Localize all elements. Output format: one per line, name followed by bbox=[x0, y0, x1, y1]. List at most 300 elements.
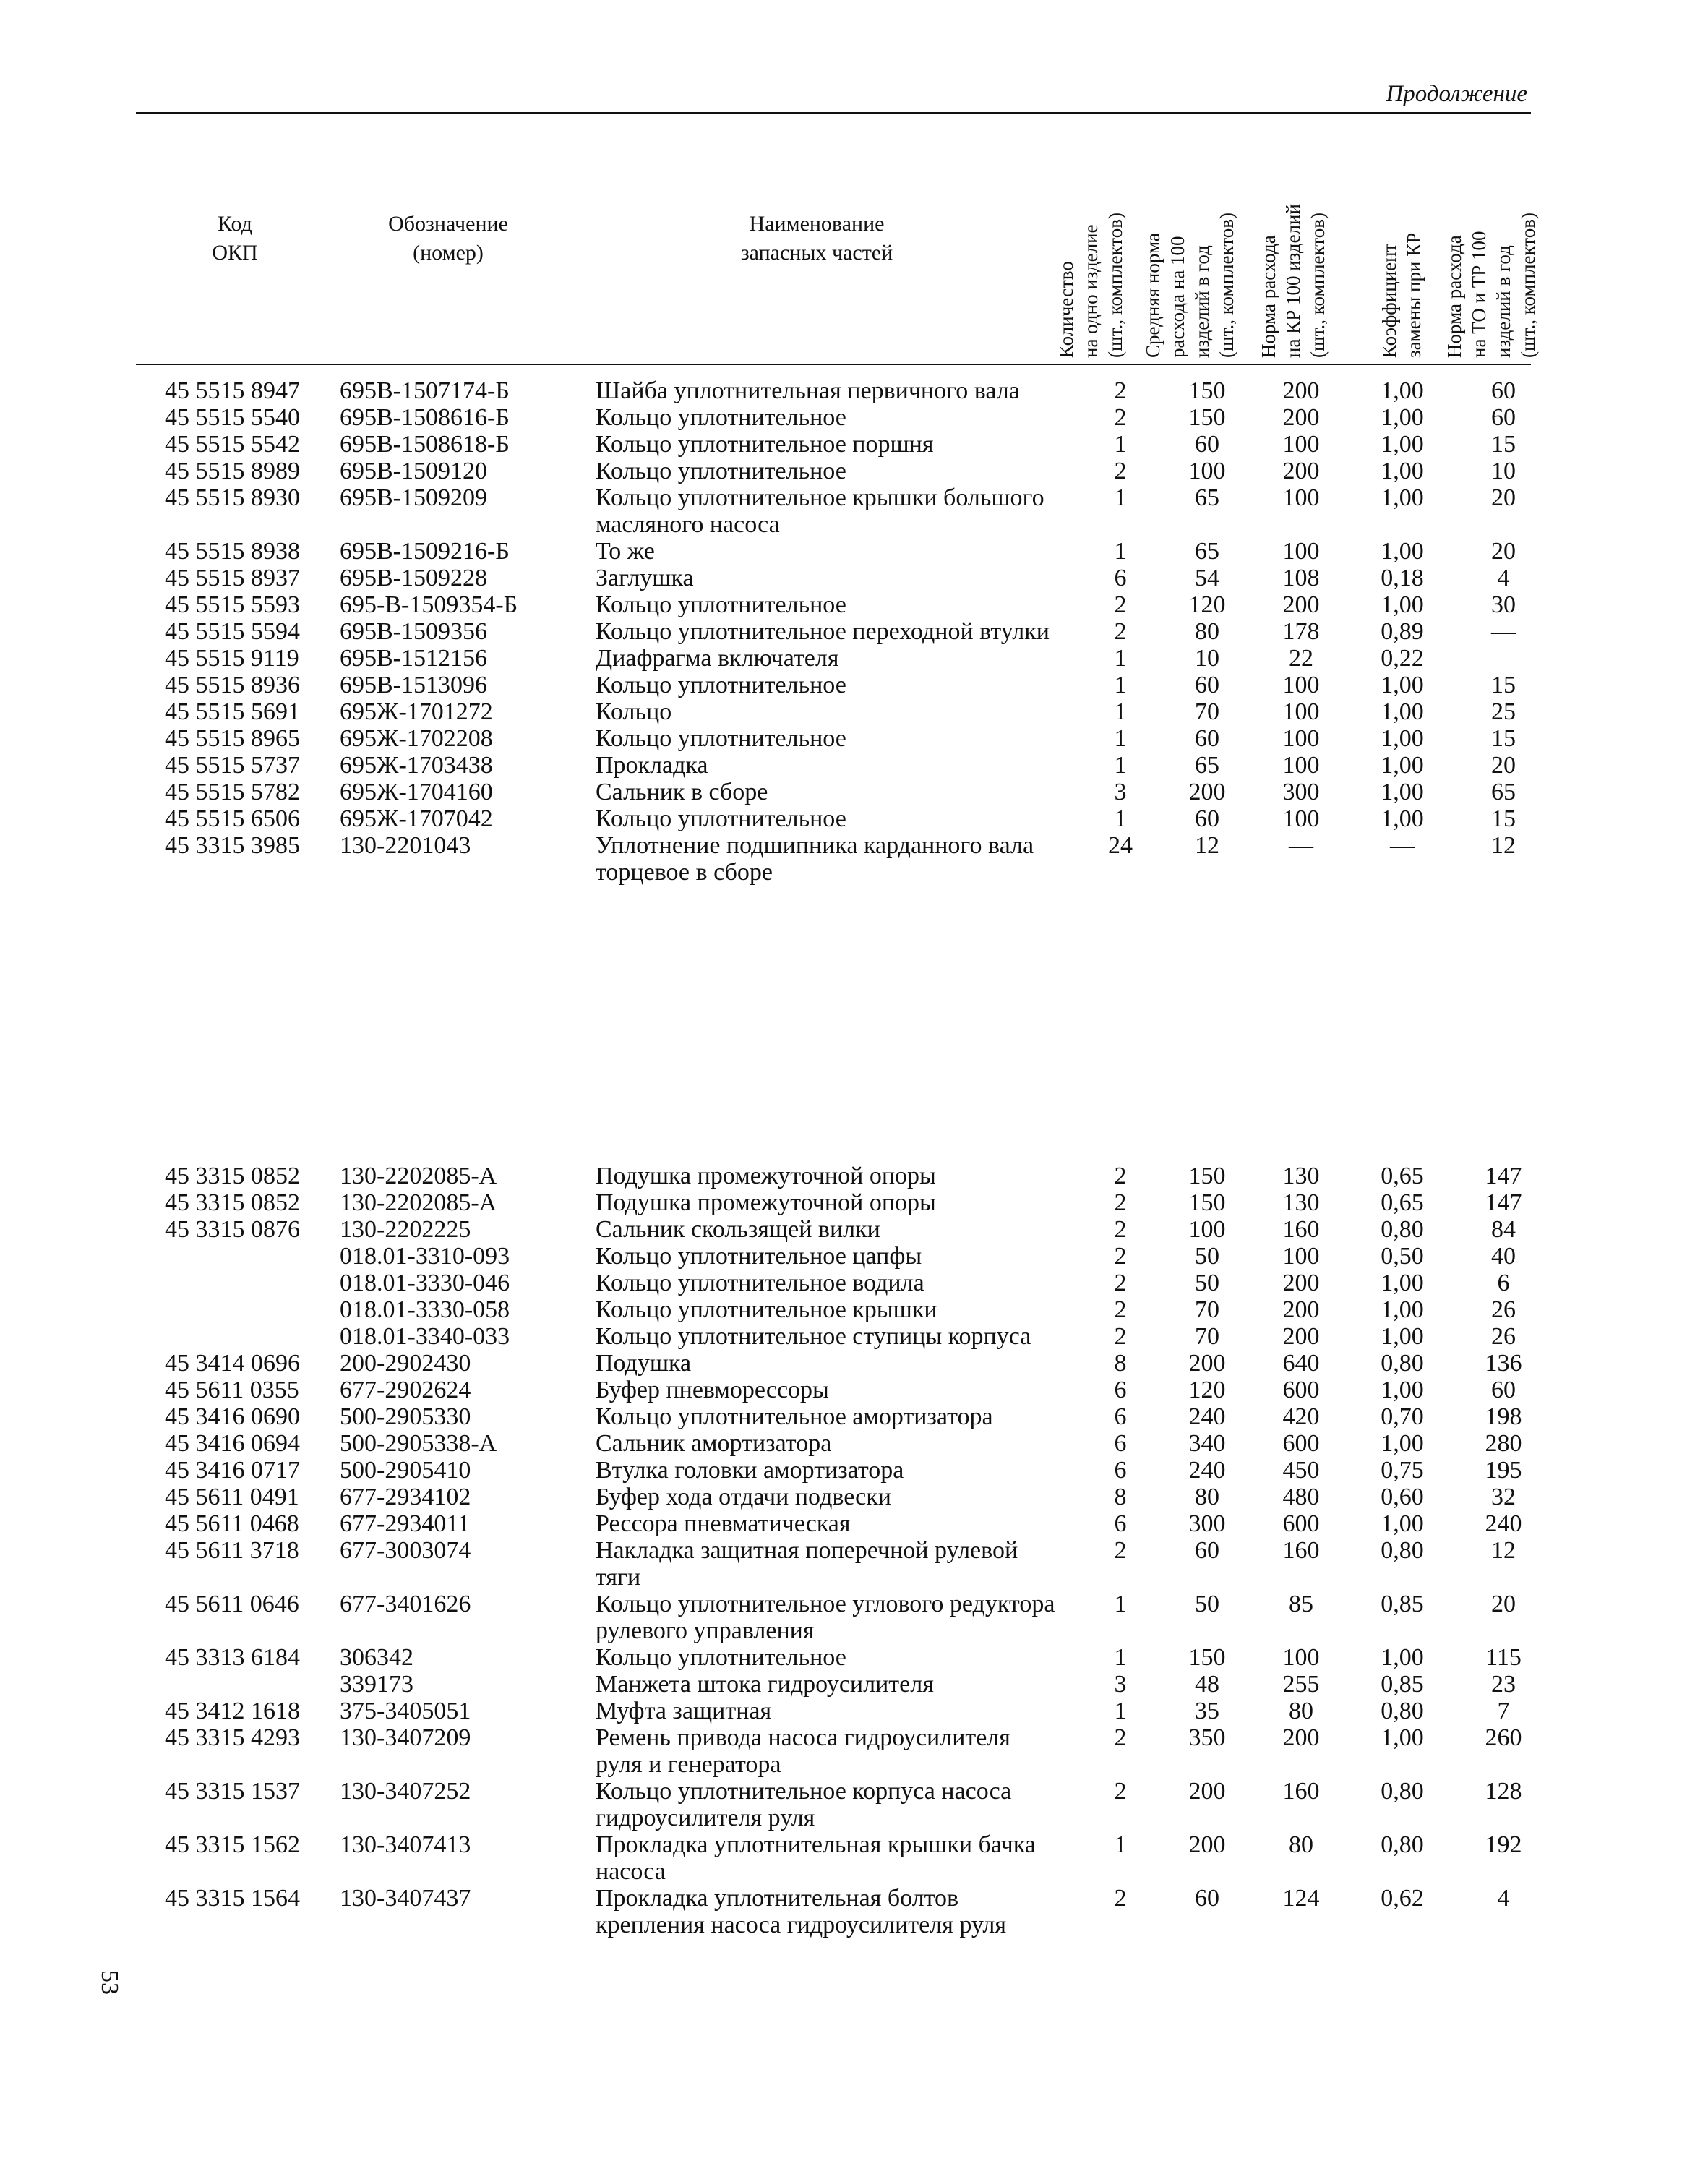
kr-norm: 480 bbox=[1282, 1484, 1320, 1510]
replacement-coef: 1,00 bbox=[1381, 484, 1424, 511]
kr-norm: 130 bbox=[1282, 1163, 1320, 1189]
avg-norm: 48 bbox=[1195, 1671, 1219, 1698]
header-tr-norm-line-2: на ТО и ТР 100 bbox=[1468, 231, 1490, 358]
qty-per-unit: 6 bbox=[1114, 1457, 1127, 1484]
okp-code: 45 5515 8930 bbox=[165, 484, 300, 511]
designation: 695В-1509209 bbox=[340, 484, 487, 511]
kr-norm: 200 bbox=[1282, 404, 1320, 431]
avg-norm: 50 bbox=[1195, 1270, 1219, 1296]
replacement-coef: 0,75 bbox=[1381, 1457, 1424, 1484]
header-tr-norm-line-3: изделий в год bbox=[1493, 245, 1514, 358]
designation: 677-3003074 bbox=[340, 1537, 471, 1564]
avg-norm: 35 bbox=[1195, 1698, 1219, 1724]
tr-norm: 60 bbox=[1491, 1377, 1516, 1403]
replacement-coef: 1,00 bbox=[1381, 672, 1424, 698]
okp-code: 45 3412 1618 bbox=[165, 1698, 300, 1724]
avg-norm: 50 bbox=[1195, 1591, 1219, 1617]
replacement-coef: 0,22 bbox=[1381, 645, 1424, 672]
tr-norm: 65 bbox=[1491, 779, 1516, 805]
avg-norm: 200 bbox=[1188, 779, 1226, 805]
table-row bbox=[0, 1189, 1708, 1216]
avg-norm: 10 bbox=[1195, 645, 1219, 672]
header-avg-norm-line-2: расхода на 100 bbox=[1167, 236, 1188, 358]
designation: 130-3407252 bbox=[340, 1778, 471, 1805]
kr-norm: 130 bbox=[1282, 1189, 1320, 1216]
kr-norm: 200 bbox=[1282, 377, 1320, 404]
avg-norm: 150 bbox=[1188, 1189, 1226, 1216]
kr-norm: 100 bbox=[1282, 698, 1320, 725]
table-row bbox=[0, 725, 1708, 752]
tr-norm: 15 bbox=[1491, 725, 1516, 752]
replacement-coef: 0,80 bbox=[1381, 1831, 1424, 1858]
tr-norm: 26 bbox=[1491, 1323, 1516, 1350]
kr-norm: 100 bbox=[1282, 672, 1320, 698]
kr-norm: 178 bbox=[1282, 618, 1320, 645]
replacement-coef: 1,00 bbox=[1381, 752, 1424, 779]
replacement-coef: 1,00 bbox=[1381, 725, 1424, 752]
tr-norm: 115 bbox=[1485, 1644, 1522, 1671]
designation: 130-2202085-А bbox=[340, 1163, 497, 1189]
kr-norm: 100 bbox=[1282, 1644, 1320, 1671]
kr-norm: 450 bbox=[1282, 1457, 1320, 1484]
replacement-coef: 0,62 bbox=[1381, 1885, 1424, 1912]
qty-per-unit: 2 bbox=[1114, 1270, 1127, 1296]
tr-norm: 20 bbox=[1491, 1591, 1516, 1617]
part-name: Сальник амортизатора bbox=[596, 1430, 832, 1457]
qty-per-unit: 2 bbox=[1114, 1778, 1127, 1805]
avg-norm: 200 bbox=[1188, 1831, 1226, 1858]
tr-norm: 60 bbox=[1491, 404, 1516, 431]
table-bottom-section bbox=[0, 1163, 1708, 1938]
table-row bbox=[0, 1644, 1708, 1671]
header-designation bbox=[340, 210, 557, 268]
designation: 695В-1507174-Б bbox=[340, 377, 510, 404]
part-name: Прокладка уплотнительная крышки бачка насоса bbox=[596, 1831, 1036, 1885]
tr-norm: 15 bbox=[1491, 805, 1516, 832]
header-okp-line-2: ОКП bbox=[212, 241, 258, 265]
avg-norm: 70 bbox=[1195, 1296, 1219, 1323]
tr-norm: 32 bbox=[1491, 1484, 1516, 1510]
okp-code: 45 5515 8947 bbox=[165, 377, 300, 404]
qty-per-unit: 1 bbox=[1114, 645, 1127, 672]
table-row bbox=[0, 698, 1708, 725]
qty-per-unit: 24 bbox=[1108, 832, 1133, 859]
kr-norm: 85 bbox=[1289, 1591, 1313, 1617]
part-name: Накладка защитная поперечной рулевой тяги bbox=[596, 1537, 1018, 1591]
tr-norm: 40 bbox=[1491, 1243, 1516, 1270]
part-name: Манжета штока гидроусилителя bbox=[596, 1671, 934, 1698]
designation: 130-2201043 bbox=[340, 832, 471, 859]
header-coef bbox=[1377, 127, 1425, 358]
designation: 018.01-3340-033 bbox=[340, 1323, 510, 1350]
kr-norm: 200 bbox=[1282, 591, 1320, 618]
avg-norm: 300 bbox=[1188, 1510, 1226, 1537]
replacement-coef: 0,80 bbox=[1381, 1698, 1424, 1724]
tr-norm: 15 bbox=[1491, 672, 1516, 698]
avg-norm: 120 bbox=[1188, 1377, 1226, 1403]
part-name: Сальник в сборе bbox=[596, 779, 768, 805]
okp-code: 45 5515 5542 bbox=[165, 431, 300, 458]
designation: 130-2202085-А bbox=[340, 1189, 497, 1216]
designation: 695Ж-1707042 bbox=[340, 805, 493, 832]
avg-norm: 150 bbox=[1188, 377, 1226, 404]
designation: 695Ж-1704160 bbox=[340, 779, 493, 805]
kr-norm: 108 bbox=[1282, 565, 1320, 591]
replacement-coef: 0,80 bbox=[1381, 1216, 1424, 1243]
okp-code: 45 5515 8938 bbox=[165, 538, 300, 565]
qty-per-unit: 2 bbox=[1114, 1724, 1127, 1751]
table-row bbox=[0, 1831, 1708, 1885]
tr-norm: 195 bbox=[1485, 1457, 1522, 1484]
table-row bbox=[0, 1591, 1708, 1644]
part-name: Шайба уплотнительная первичного вала bbox=[596, 377, 1020, 404]
qty-per-unit: 1 bbox=[1114, 805, 1127, 832]
qty-per-unit: 2 bbox=[1114, 1189, 1127, 1216]
table-row bbox=[0, 1724, 1708, 1778]
avg-norm: 65 bbox=[1195, 484, 1219, 511]
part-name: Кольцо уплотнительное корпуса насоса гидроусилителя руля bbox=[596, 1778, 1012, 1831]
part-name: Подушка bbox=[596, 1350, 692, 1377]
replacement-coef: 1,00 bbox=[1381, 779, 1424, 805]
tr-norm: 20 bbox=[1491, 752, 1516, 779]
qty-per-unit: 1 bbox=[1114, 431, 1127, 458]
kr-norm: 420 bbox=[1282, 1403, 1320, 1430]
header-kr-norm bbox=[1256, 127, 1329, 358]
kr-norm: — bbox=[1289, 832, 1313, 859]
okp-code: 45 5515 8937 bbox=[165, 565, 300, 591]
tr-norm: 26 bbox=[1491, 1296, 1516, 1323]
header-qty-line-1: Количество bbox=[1055, 261, 1077, 358]
kr-norm: 100 bbox=[1282, 805, 1320, 832]
designation: 375-3405051 bbox=[340, 1698, 471, 1724]
part-name: Кольцо уплотнительное bbox=[596, 591, 846, 618]
table-row bbox=[0, 1457, 1708, 1484]
header-tr-norm bbox=[1442, 127, 1539, 358]
table-row bbox=[0, 404, 1708, 431]
part-name: Ремень привода насоса гидроусилителя руля и генератора bbox=[596, 1724, 1010, 1778]
kr-norm: 160 bbox=[1282, 1216, 1320, 1243]
avg-norm: 100 bbox=[1188, 1216, 1226, 1243]
replacement-coef: 1,00 bbox=[1381, 1644, 1424, 1671]
kr-norm: 200 bbox=[1282, 458, 1320, 484]
designation: 695Ж-1703438 bbox=[340, 752, 493, 779]
tr-norm: 260 bbox=[1485, 1724, 1522, 1751]
part-name: Кольцо уплотнительное bbox=[596, 672, 846, 698]
replacement-coef: 0,70 bbox=[1381, 1403, 1424, 1430]
part-name: Прокладка bbox=[596, 752, 708, 779]
okp-code: 45 3416 0690 bbox=[165, 1403, 300, 1430]
table-row bbox=[0, 431, 1708, 458]
replacement-coef: 0,65 bbox=[1381, 1163, 1424, 1189]
table-row bbox=[0, 1243, 1708, 1270]
qty-per-unit: 3 bbox=[1114, 779, 1127, 805]
kr-norm: 300 bbox=[1282, 779, 1320, 805]
designation: 695-В-1509354-Б bbox=[340, 591, 518, 618]
table-row bbox=[0, 1323, 1708, 1350]
qty-per-unit: 6 bbox=[1114, 565, 1127, 591]
designation: 500-2905410 bbox=[340, 1457, 471, 1484]
part-name: Кольцо уплотнительное ступицы корпуса bbox=[596, 1323, 1031, 1350]
qty-per-unit: 8 bbox=[1114, 1350, 1127, 1377]
replacement-coef: 0,65 bbox=[1381, 1189, 1424, 1216]
designation: 500-2905338-А bbox=[340, 1430, 497, 1457]
header-kr-norm-line-3: (шт., комплектов) bbox=[1307, 213, 1329, 358]
designation: 018.01-3330-058 bbox=[340, 1296, 510, 1323]
kr-norm: 600 bbox=[1282, 1430, 1320, 1457]
qty-per-unit: 1 bbox=[1114, 752, 1127, 779]
okp-code: 45 3414 0696 bbox=[165, 1350, 300, 1377]
okp-code: 45 3315 1564 bbox=[165, 1885, 300, 1912]
tr-norm: 15 bbox=[1491, 431, 1516, 458]
avg-norm: 150 bbox=[1188, 404, 1226, 431]
okp-code: 45 3416 0717 bbox=[165, 1457, 300, 1484]
table-row bbox=[0, 591, 1708, 618]
avg-norm: 150 bbox=[1188, 1163, 1226, 1189]
part-name: Кольцо уплотнительное крышки bbox=[596, 1296, 937, 1323]
tr-norm: 280 bbox=[1485, 1430, 1522, 1457]
replacement-coef: 1,00 bbox=[1381, 1377, 1424, 1403]
okp-code: 45 3315 3985 bbox=[165, 832, 300, 859]
designation: 695В-1509120 bbox=[340, 458, 487, 484]
qty-per-unit: 2 bbox=[1114, 1537, 1127, 1564]
continuation-label: Продолжение bbox=[1386, 81, 1527, 107]
avg-norm: 60 bbox=[1195, 431, 1219, 458]
table-row bbox=[0, 1216, 1708, 1243]
replacement-coef: 1,00 bbox=[1381, 404, 1424, 431]
avg-norm: 60 bbox=[1195, 672, 1219, 698]
tr-norm: 6 bbox=[1497, 1270, 1510, 1296]
tr-norm: 20 bbox=[1491, 538, 1516, 565]
designation: 130-2202225 bbox=[340, 1216, 471, 1243]
table-row bbox=[0, 672, 1708, 698]
replacement-coef: 0,18 bbox=[1381, 565, 1424, 591]
okp-code: 45 5515 8989 bbox=[165, 458, 300, 484]
tr-norm: 30 bbox=[1491, 591, 1516, 618]
tr-norm: 240 bbox=[1485, 1510, 1522, 1537]
avg-norm: 80 bbox=[1195, 618, 1219, 645]
part-name: Буфер хода отдачи подвески bbox=[596, 1484, 891, 1510]
table-row bbox=[0, 645, 1708, 672]
designation: 677-2934011 bbox=[340, 1510, 471, 1537]
header-tr-norm-line-4: (шт., комплектов) bbox=[1517, 213, 1539, 358]
part-name: Сальник скользящей вилки bbox=[596, 1216, 880, 1243]
designation: 130-3407413 bbox=[340, 1831, 471, 1858]
header-kr-norm-line-1: Норма расхода bbox=[1258, 235, 1279, 358]
tr-norm: 4 bbox=[1497, 565, 1510, 591]
designation: 306342 bbox=[340, 1644, 413, 1671]
tr-norm: 12 bbox=[1491, 1537, 1516, 1564]
part-name: Кольцо уплотнительное bbox=[596, 404, 846, 431]
okp-code: 45 3315 0852 bbox=[165, 1163, 300, 1189]
okp-code: 45 5515 8936 bbox=[165, 672, 300, 698]
part-name: Уплотнение подшипника карданного вала торцевое в сборе bbox=[596, 832, 1034, 886]
designation: 130-3407437 bbox=[340, 1885, 471, 1912]
designation: 695В-1509216-Б bbox=[340, 538, 510, 565]
qty-per-unit: 6 bbox=[1114, 1403, 1127, 1430]
header-avg-norm-line-4: (шт., комплектов) bbox=[1216, 213, 1237, 358]
header-okp-line-1: Код bbox=[218, 212, 252, 236]
okp-code: 45 5515 5594 bbox=[165, 618, 300, 645]
okp-code: 45 5611 0355 bbox=[165, 1377, 299, 1403]
tr-norm: 12 bbox=[1491, 832, 1516, 859]
header-name bbox=[651, 210, 983, 268]
part-name: Кольцо уплотнительное bbox=[596, 805, 846, 832]
kr-norm: 160 bbox=[1282, 1537, 1320, 1564]
qty-per-unit: 1 bbox=[1114, 1831, 1127, 1858]
designation: 200-2902430 bbox=[340, 1350, 471, 1377]
tr-norm: 147 bbox=[1485, 1163, 1522, 1189]
table-row bbox=[0, 538, 1708, 565]
kr-norm: 100 bbox=[1282, 1243, 1320, 1270]
avg-norm: 150 bbox=[1188, 1644, 1226, 1671]
designation: 695В-1508616-Б bbox=[340, 404, 510, 431]
designation: 695Ж-1702208 bbox=[340, 725, 493, 752]
tr-norm: 25 bbox=[1491, 698, 1516, 725]
avg-norm: 100 bbox=[1188, 458, 1226, 484]
tr-norm: 128 bbox=[1485, 1778, 1522, 1805]
table-row bbox=[0, 1350, 1708, 1377]
part-name: Кольцо bbox=[596, 698, 672, 725]
qty-per-unit: 2 bbox=[1114, 1163, 1127, 1189]
okp-code: 45 3315 0852 bbox=[165, 1189, 300, 1216]
okp-code: 45 5515 5593 bbox=[165, 591, 300, 618]
qty-per-unit: 6 bbox=[1114, 1377, 1127, 1403]
replacement-coef: 0,85 bbox=[1381, 1671, 1424, 1698]
part-name: Подушка промежуточной опоры bbox=[596, 1189, 936, 1216]
qty-per-unit: 2 bbox=[1114, 1243, 1127, 1270]
okp-code: 45 3315 0876 bbox=[165, 1216, 300, 1243]
designation: 677-3401626 bbox=[340, 1591, 471, 1617]
table-row bbox=[0, 484, 1708, 538]
okp-code: 45 5515 9119 bbox=[165, 645, 299, 672]
qty-per-unit: 6 bbox=[1114, 1430, 1127, 1457]
avg-norm: 60 bbox=[1195, 805, 1219, 832]
avg-norm: 200 bbox=[1188, 1350, 1226, 1377]
part-name: Кольцо уплотнительное углового редуктора рулевого управления bbox=[596, 1591, 1055, 1644]
table-row bbox=[0, 1403, 1708, 1430]
okp-code: 45 5515 8965 bbox=[165, 725, 300, 752]
table-row bbox=[0, 752, 1708, 779]
tr-norm: 10 bbox=[1491, 458, 1516, 484]
okp-code: 45 3416 0694 bbox=[165, 1430, 300, 1457]
replacement-coef: 1,00 bbox=[1381, 1430, 1424, 1457]
replacement-coef: 1,00 bbox=[1381, 431, 1424, 458]
qty-per-unit: 2 bbox=[1114, 377, 1127, 404]
replacement-coef: 1,00 bbox=[1381, 458, 1424, 484]
header-qty-line-2: на одно изделие bbox=[1080, 224, 1102, 358]
avg-norm: 350 bbox=[1188, 1724, 1226, 1751]
okp-code: 45 5515 5782 bbox=[165, 779, 300, 805]
header-qty bbox=[1054, 127, 1126, 358]
part-name: Диафрагма включателя bbox=[596, 645, 839, 672]
qty-per-unit: 2 bbox=[1114, 591, 1127, 618]
okp-code: 45 3315 1562 bbox=[165, 1831, 300, 1858]
kr-norm: 80 bbox=[1289, 1831, 1313, 1858]
header-kr-norm-line-2: на КР 100 изделий bbox=[1282, 204, 1304, 358]
table-top-section bbox=[0, 377, 1708, 886]
designation: 695В-1508618-Б bbox=[340, 431, 510, 458]
header-avg-norm bbox=[1141, 127, 1237, 358]
qty-per-unit: 1 bbox=[1114, 538, 1127, 565]
kr-norm: 600 bbox=[1282, 1510, 1320, 1537]
qty-per-unit: 1 bbox=[1114, 1698, 1127, 1724]
page-number: 53 bbox=[96, 1970, 123, 1995]
designation: 500-2905330 bbox=[340, 1403, 471, 1430]
table-row bbox=[0, 1510, 1708, 1537]
table-row bbox=[0, 565, 1708, 591]
kr-norm: 124 bbox=[1282, 1885, 1320, 1912]
okp-code: 45 5515 6506 bbox=[165, 805, 300, 832]
table-row bbox=[0, 1270, 1708, 1296]
designation: 677-2934102 bbox=[340, 1484, 471, 1510]
table-row bbox=[0, 1296, 1708, 1323]
avg-norm: 80 bbox=[1195, 1484, 1219, 1510]
qty-per-unit: 2 bbox=[1114, 458, 1127, 484]
designation: 695В-1509356 bbox=[340, 618, 487, 645]
replacement-coef: 1,00 bbox=[1381, 698, 1424, 725]
tr-norm: 23 bbox=[1491, 1671, 1516, 1698]
table-row bbox=[0, 1377, 1708, 1403]
tr-norm: 192 bbox=[1485, 1831, 1522, 1858]
qty-per-unit: 6 bbox=[1114, 1510, 1127, 1537]
designation: 130-3407209 bbox=[340, 1724, 471, 1751]
table-row bbox=[0, 832, 1708, 886]
replacement-coef: 1,00 bbox=[1381, 538, 1424, 565]
avg-norm: 54 bbox=[1195, 565, 1219, 591]
table-row bbox=[0, 458, 1708, 484]
table-row bbox=[0, 618, 1708, 645]
header-avg-norm-line-3: изделий в год bbox=[1191, 245, 1213, 358]
table-row bbox=[0, 1484, 1708, 1510]
kr-norm: 200 bbox=[1282, 1323, 1320, 1350]
qty-per-unit: 8 bbox=[1114, 1484, 1127, 1510]
part-name: Кольцо уплотнительное крышки большого масляного насоса bbox=[596, 484, 1044, 538]
part-name: Буфер пневморессоры bbox=[596, 1377, 829, 1403]
kr-norm: 640 bbox=[1282, 1350, 1320, 1377]
kr-norm: 100 bbox=[1282, 538, 1320, 565]
table-row bbox=[0, 1671, 1708, 1698]
replacement-coef: 1,00 bbox=[1381, 1510, 1424, 1537]
designation: 018.01-3310-093 bbox=[340, 1243, 510, 1270]
avg-norm: 240 bbox=[1188, 1403, 1226, 1430]
kr-norm: 255 bbox=[1282, 1671, 1320, 1698]
qty-per-unit: 2 bbox=[1114, 1296, 1127, 1323]
tr-norm: 60 bbox=[1491, 377, 1516, 404]
table-row bbox=[0, 1537, 1708, 1591]
replacement-coef: 1,00 bbox=[1381, 377, 1424, 404]
header-tr-norm-line-1: Норма расхода bbox=[1443, 235, 1465, 358]
replacement-coef: 0,50 bbox=[1381, 1243, 1424, 1270]
header-name-line-1: Наименование bbox=[749, 212, 885, 236]
tr-norm: — bbox=[1491, 618, 1516, 645]
replacement-coef: 0,80 bbox=[1381, 1350, 1424, 1377]
okp-code: 45 5515 5540 bbox=[165, 404, 300, 431]
okp-code: 45 5611 3718 bbox=[165, 1537, 299, 1564]
replacement-coef: 0,80 bbox=[1381, 1778, 1424, 1805]
table-row bbox=[0, 1430, 1708, 1457]
table-row bbox=[0, 779, 1708, 805]
avg-norm: 65 bbox=[1195, 752, 1219, 779]
avg-norm: 120 bbox=[1188, 591, 1226, 618]
qty-per-unit: 3 bbox=[1114, 1671, 1127, 1698]
qty-per-unit: 2 bbox=[1114, 1323, 1127, 1350]
kr-norm: 200 bbox=[1282, 1296, 1320, 1323]
kr-norm: 80 bbox=[1289, 1698, 1313, 1724]
qty-per-unit: 1 bbox=[1114, 484, 1127, 511]
header-coef-line-2: замены при КР bbox=[1403, 232, 1425, 358]
qty-per-unit: 1 bbox=[1114, 725, 1127, 752]
replacement-coef: 1,00 bbox=[1381, 805, 1424, 832]
